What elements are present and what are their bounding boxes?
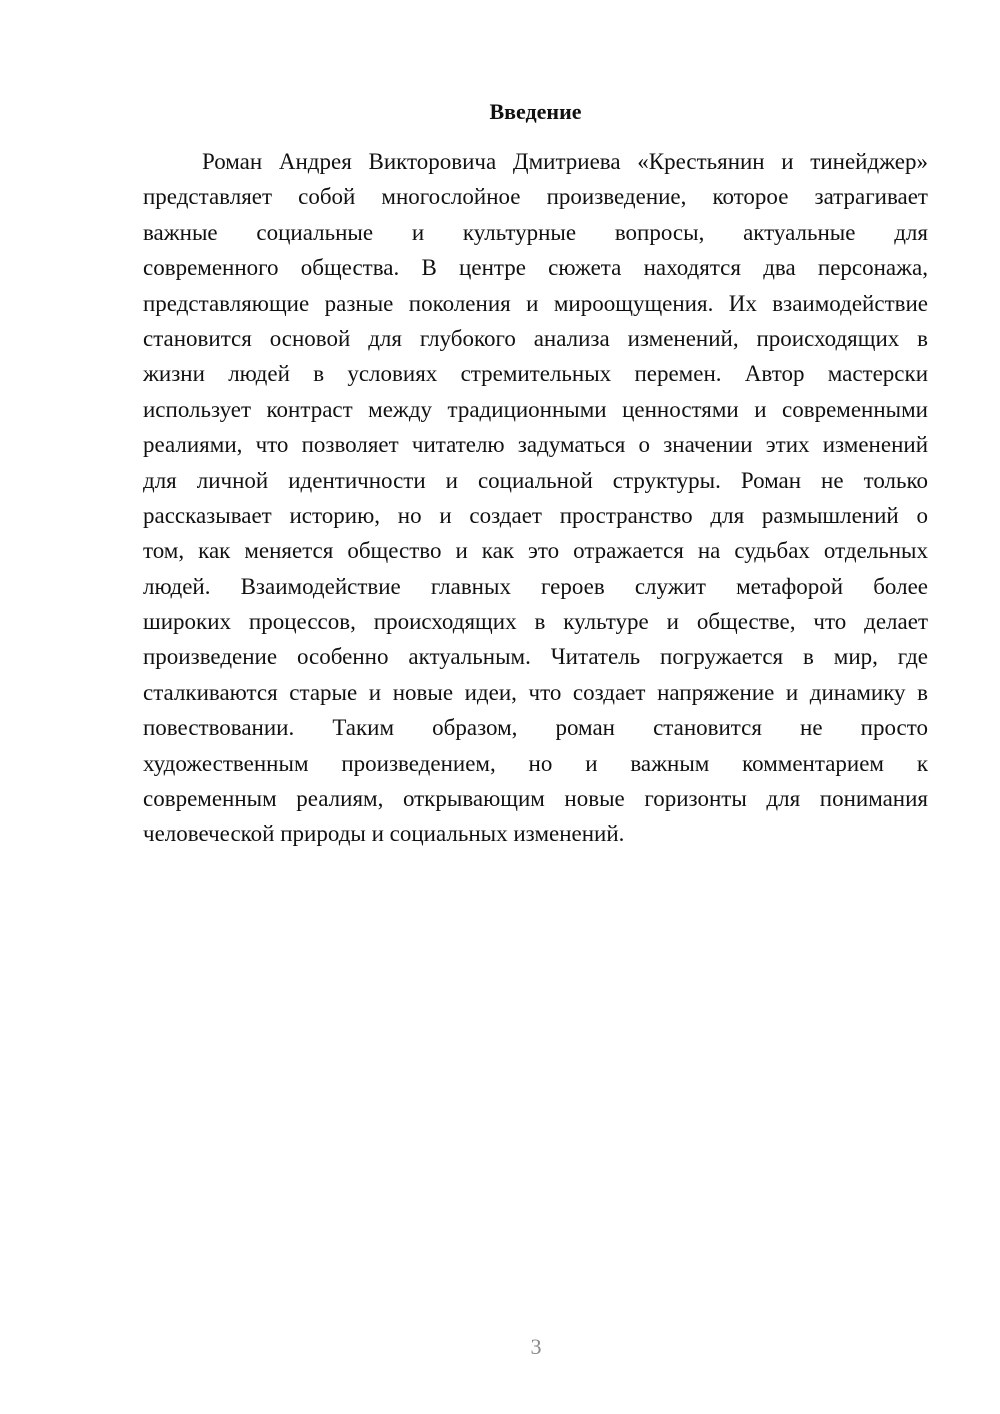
- section-heading: Введение: [489, 99, 582, 124]
- paragraph-line: реалиями, что позволяет читателю задуматься о значении этих изменений: [143, 432, 928, 458]
- paragraph-line: сталкиваются старые и новые идеи, что создает напряжение и динамику в: [143, 679, 928, 705]
- body-paragraph: [143, 144, 928, 852]
- paragraph-line: художественным произведением, но и важным комментарием к: [143, 750, 928, 776]
- paragraph-line: повествовании. Таким образом, роман становится не просто: [143, 715, 928, 741]
- paragraph-line: произведение особенно актуальным. Читатель погружается в мир, где: [143, 644, 928, 670]
- paragraph-line: жизни людей в условиях стремительных перемен. Автор мастерски: [143, 361, 928, 387]
- paragraph-line: важные социальные и культурные вопросы, актуальные для: [143, 219, 928, 245]
- page-number: 3: [530, 1334, 542, 1359]
- paragraph-line: для личной идентичности и социальной структуры. Роман не только: [143, 467, 928, 493]
- paragraph-line: становится основой для глубокого анализа изменений, происходящих в: [143, 325, 928, 351]
- paragraph-line: Роман Андрея Викторовича Дмитриева «Крестьянин и тинейджер»: [202, 149, 928, 174]
- paragraph-line: том, как меняется общество и как это отражается на судьбах отдельных: [143, 538, 928, 564]
- paragraph-line: широких процессов, происходящих в культуре и обществе, что делает: [143, 609, 928, 635]
- paragraph-line: современным реалиям, открывающим новые горизонты для понимания: [143, 786, 928, 812]
- paragraph-line: рассказывает историю, но и создает пространство для размышлений о: [143, 502, 928, 528]
- paragraph-line: представляющие разные поколения и мироощущения. Их взаимодействие: [143, 290, 928, 316]
- paragraph-line: людей. Взаимодействие главных героев служит метафорой более: [143, 573, 928, 599]
- paragraph-line: современного общества. В центре сюжета находятся два персонажа,: [143, 255, 928, 281]
- paragraph-line: использует контраст между традиционными ценностями и современными: [143, 396, 928, 422]
- paragraph-line: человеческой природы и социальных изменений.: [143, 821, 625, 847]
- paragraph-line: представляет собой многослойное произведение, которое затрагивает: [143, 184, 928, 210]
